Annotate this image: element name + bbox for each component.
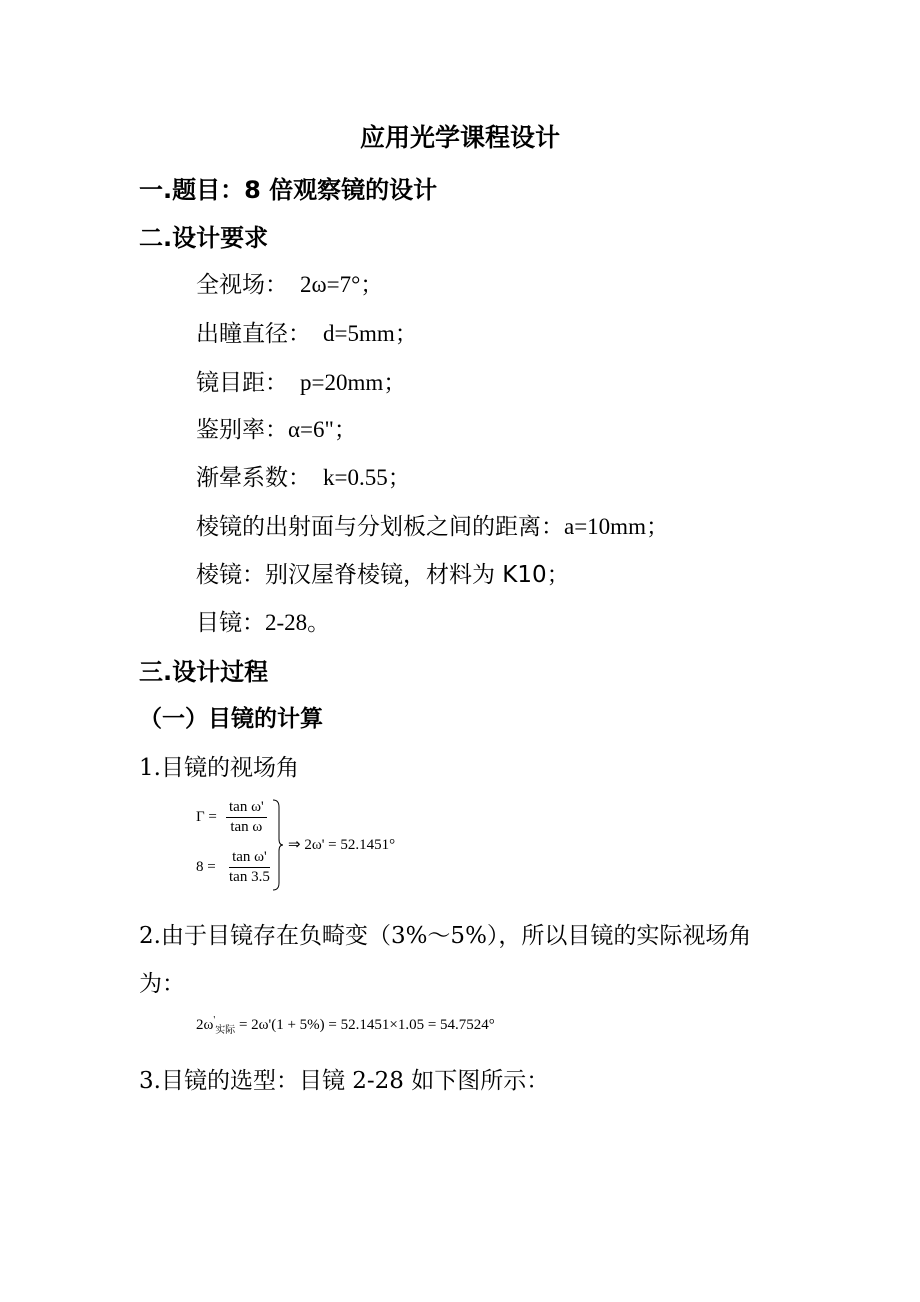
fraction (226, 849, 273, 886)
formula-result: ⇒ 2ω' = 52.1451° (288, 837, 396, 853)
step-1-text: 1.目镜的视场角 (139, 755, 299, 781)
formula-prime: ' (213, 1015, 216, 1026)
requirement-value: α=6"； (288, 417, 357, 442)
formula-lhs: 8 = (196, 859, 216, 875)
section-heading-process: 三.设计过程 (139, 658, 269, 686)
formula-lhs: Γ = (196, 809, 217, 825)
requirement-label: 棱镜的出射面与分划板之间的距离： (196, 514, 564, 540)
requirement-row (196, 364, 406, 397)
requirement-value: a=10mm； (564, 514, 669, 539)
requirement-value: k=0.55； (323, 465, 411, 490)
page-title: 应用光学课程设计 (359, 123, 560, 152)
requirement-value: 2ω=7°； (300, 272, 384, 297)
formula-lhs: 2ω (196, 1017, 214, 1033)
requirement-row (196, 508, 669, 541)
section-heading-requirements: 二.设计要求 (139, 224, 269, 252)
section-heading-topic: 一.题目：8 倍观察镜的设计 (139, 176, 438, 204)
requirement-value: 别汉屋脊棱镜，材料为 K10； (265, 562, 570, 588)
requirement-row (196, 604, 330, 637)
fraction-denominator: tan ω (230, 819, 263, 835)
requirement-label: 鉴别率： (196, 417, 288, 443)
requirement-label: 镜目距： (196, 370, 288, 396)
requirement-label: 渐晕系数： (196, 465, 311, 491)
requirement-label: 全视场： (196, 272, 288, 298)
requirement-label: 棱镜： (196, 562, 265, 588)
formula-field-of-view (196, 797, 456, 897)
fraction-denominator: tan 3.5 (229, 869, 270, 885)
right-brace-icon (272, 799, 284, 891)
formula-rhs: = 2ω'(1 + 5%) = 52.1451×1.05 = 54.7524° (235, 1017, 495, 1033)
requirement-value: d=5mm； (323, 321, 418, 346)
requirement-value: 2-28。 (265, 610, 331, 635)
formula-row (196, 849, 273, 886)
requirement-row (196, 315, 418, 348)
formula-actual-field-of-view (196, 1015, 495, 1036)
step-2-text-line2: 为： (139, 971, 185, 997)
subsection-heading-eyepiece: （一）目镜的计算 (139, 706, 323, 732)
formula-row (196, 799, 267, 836)
requirement-label: 目镜： (196, 610, 265, 636)
requirement-row (196, 556, 570, 589)
fraction-numerator: tan ω' (226, 799, 267, 818)
requirement-row (196, 411, 357, 444)
fraction-numerator: tan ω' (229, 849, 270, 868)
requirement-value: p=20mm； (300, 370, 407, 395)
step-3-text: 3.目镜的选型：目镜 2-28 如下图所示： (139, 1068, 550, 1094)
requirement-row (196, 266, 383, 299)
formula-subscript: 实际 (215, 1025, 236, 1036)
step-2-text-line1: 2.由于目镜存在负畸变（3%～5%），所以目镜的实际视场角 (139, 923, 752, 949)
requirement-label: 出瞳直径： (196, 321, 311, 347)
requirement-row (196, 459, 411, 492)
fraction (226, 799, 267, 836)
